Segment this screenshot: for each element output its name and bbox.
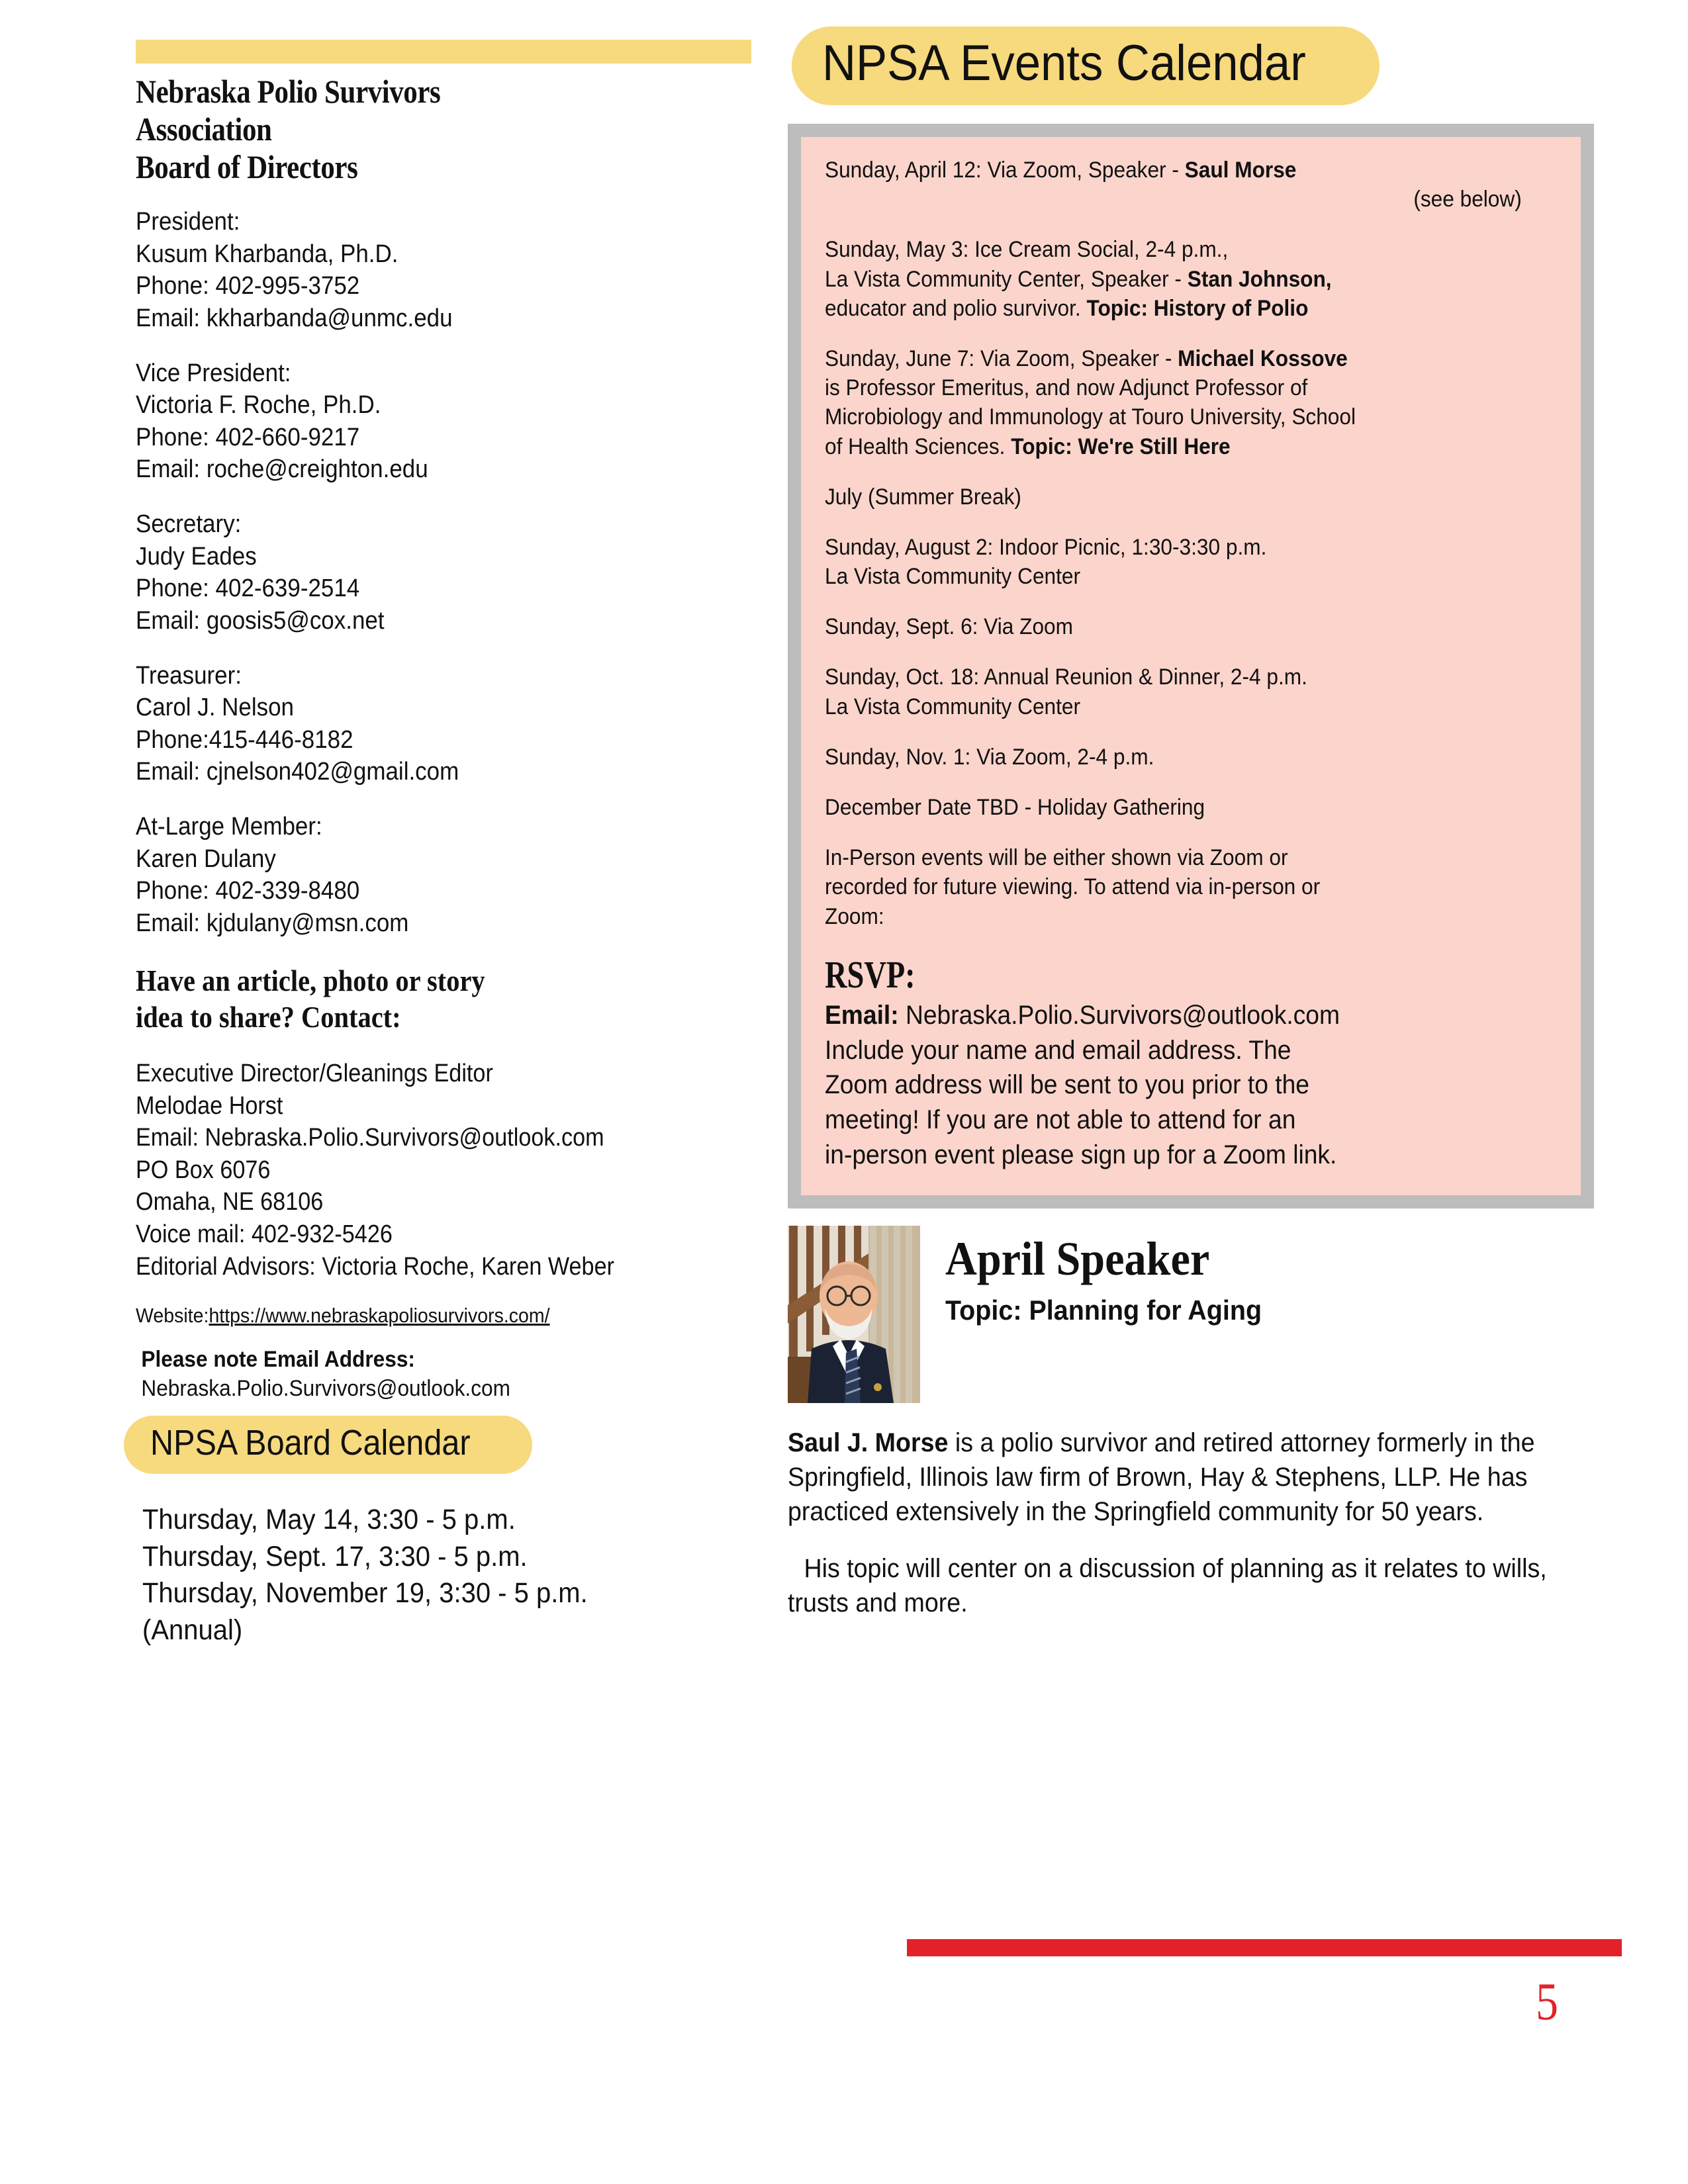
board-member bbox=[136, 206, 781, 335]
event-speaker-name: Michael Kossove bbox=[1178, 345, 1348, 371]
april-speaker-section bbox=[788, 1226, 1622, 1403]
board-member bbox=[136, 357, 781, 486]
event-text: educator and polio survivor. bbox=[825, 295, 1087, 321]
editor-email: Email: Nebraska.Polio.Survivors@outlook.com bbox=[136, 1124, 604, 1152]
board-member-role: Treasurer: bbox=[136, 661, 242, 690]
event-entry bbox=[825, 344, 1558, 461]
board-member-email: Email: roche@creighton.edu bbox=[136, 455, 428, 484]
website-line bbox=[136, 1304, 781, 1328]
events-calendar-panel bbox=[788, 124, 1594, 1208]
event-entry bbox=[825, 482, 1558, 512]
email-note-block bbox=[136, 1345, 788, 1403]
editor-voice-mail: Voice mail: 402-932-5426 bbox=[136, 1220, 393, 1248]
org-title-line-3: Board of Directors bbox=[136, 148, 358, 185]
event-text: Sunday, August 2: Indoor Picnic, 1:30-3:30 p.m. bbox=[825, 534, 1267, 560]
yellow-accent-bar bbox=[136, 40, 751, 64]
events-calendar-title: NPSA Events Calendar bbox=[822, 35, 1306, 91]
editor-title: Executive Director/Gleanings Editor bbox=[136, 1059, 493, 1087]
event-text: of Health Sciences. bbox=[825, 433, 1011, 459]
event-entry bbox=[825, 533, 1558, 591]
board-calendar-dates bbox=[142, 1502, 789, 1650]
board-member-phone: Phone: 402-639-2514 bbox=[136, 574, 360, 603]
email-note-address: Nebraska.Polio.Survivors@outlook.com bbox=[141, 1376, 510, 1402]
speaker-heading-block bbox=[920, 1226, 1282, 1403]
event-text: July (Summer Break) bbox=[825, 484, 1021, 510]
board-member-role: Secretary: bbox=[136, 510, 242, 538]
attendance-note-line: Zoom: bbox=[825, 903, 884, 929]
event-entry bbox=[825, 793, 1558, 822]
org-title-line-1: Nebraska Polio Survivors bbox=[136, 73, 441, 110]
event-text: Sunday, June 7: Via Zoom, Speaker - bbox=[825, 345, 1178, 371]
editorial-advisors: Editorial Advisors: Victoria Roche, Karen Weber bbox=[136, 1252, 614, 1281]
footer-red-rule bbox=[907, 1939, 1622, 1956]
event-text: Sunday, Sept. 6: Via Zoom bbox=[825, 614, 1073, 640]
event-text: December Date TBD - Holiday Gathering bbox=[825, 795, 1205, 820]
april-speaker-topic: Topic: Planning for Aging bbox=[945, 1294, 1262, 1326]
rsvp-line: in-person event please sign up for a Zoom link. bbox=[825, 1140, 1337, 1169]
board-member-phone: Phone: 402-995-3752 bbox=[136, 272, 360, 300]
board-of-directors-list bbox=[136, 206, 781, 940]
page-number: 5 bbox=[1536, 1973, 1558, 2031]
attendance-note bbox=[825, 843, 1558, 931]
speaker-bio-paragraph-2: His topic will center on a discussion of planning as it relates to wills, trusts and more. bbox=[788, 1553, 1547, 1617]
board-member-phone: Phone: 402-339-8480 bbox=[136, 877, 360, 905]
rsvp-line: Zoom address will be sent to you prior to the bbox=[825, 1070, 1309, 1100]
board-member-phone: Phone: 402-660-9217 bbox=[136, 423, 360, 451]
rsvp-line: meeting! If you are not able to attend for an bbox=[825, 1105, 1296, 1135]
editor-name: Melodae Horst bbox=[136, 1091, 283, 1120]
editor-city: Omaha, NE 68106 bbox=[136, 1188, 324, 1216]
speaker-bio-text: is a polio survivor and retired attorney formerly in the Springfield, Illinois law firm of Brown, Hay & Stephens, LLP. He has practiced extensively in the Springfield community for 50 years. bbox=[788, 1428, 1535, 1526]
event-entry bbox=[825, 235, 1558, 323]
speaker-portrait-photo bbox=[788, 1226, 920, 1403]
event-text: Microbiology and Immunology at Touro University, School bbox=[825, 404, 1356, 430]
editor-po-box: PO Box 6076 bbox=[136, 1156, 271, 1184]
speaker-bio-paragraph-1 bbox=[788, 1426, 1597, 1529]
rsvp-email-label: Email: bbox=[825, 1000, 899, 1030]
rsvp-email-line bbox=[825, 998, 1558, 1033]
events-calendar-banner bbox=[792, 26, 1380, 105]
board-calendar-date: Thursday, Sept. 17, 3:30 - 5 p.m. bbox=[142, 1540, 528, 1572]
board-member-email: Email: kjdulany@msn.com bbox=[136, 909, 409, 937]
board-member-name: Karen Dulany bbox=[136, 844, 276, 873]
organization-title bbox=[136, 73, 773, 186]
contact-heading-line-2: idea to share? Contact: bbox=[136, 999, 401, 1034]
event-note: (see below) bbox=[1413, 187, 1522, 212]
left-column bbox=[136, 40, 788, 1649]
board-member-phone: Phone:415-446-8182 bbox=[136, 725, 353, 754]
board-calendar-date: (Annual) bbox=[142, 1614, 243, 1647]
board-calendar-date: Thursday, May 14, 3:30 - 5 p.m. bbox=[142, 1503, 516, 1535]
attendance-note-line: recorded for future viewing. To attend via in-person or bbox=[825, 874, 1321, 900]
contact-heading-line-1: Have an article, photo or story bbox=[136, 963, 485, 997]
editor-contact-block bbox=[136, 1058, 785, 1283]
org-title-line-2: Association bbox=[136, 111, 272, 148]
event-speaker-name: Stan Johnson, bbox=[1187, 266, 1332, 292]
rsvp-email-address: Nebraska.Polio.Survivors@outlook.com bbox=[898, 1000, 1340, 1030]
board-member bbox=[136, 508, 781, 637]
event-entry bbox=[825, 612, 1558, 641]
board-calendar-date: Thursday, November 19, 3:30 - 5 p.m. bbox=[142, 1577, 588, 1610]
email-note-heading: Please note Email Address: bbox=[141, 1347, 415, 1373]
rsvp-line: Include your name and email address. The bbox=[825, 1035, 1291, 1065]
rsvp-heading: RSVP: bbox=[825, 952, 915, 996]
speaker-photo-illustration bbox=[788, 1226, 920, 1403]
event-text: Sunday, April 12: Via Zoom, Speaker - bbox=[825, 158, 1185, 183]
board-member-name: Kusum Kharbanda, Ph.D. bbox=[136, 240, 399, 268]
event-topic: Topic: We're Still Here bbox=[1011, 433, 1231, 459]
right-column bbox=[788, 26, 1622, 1620]
board-member-name: Carol J. Nelson bbox=[136, 694, 294, 722]
contact-invitation-heading bbox=[136, 962, 782, 1035]
event-line bbox=[825, 432, 1558, 461]
event-entry bbox=[825, 156, 1558, 214]
event-text: Sunday, Oct. 18: Annual Reunion & Dinner, 2-4 p.m. bbox=[825, 664, 1307, 690]
event-line bbox=[825, 344, 1558, 373]
event-text: Sunday, Nov. 1: Via Zoom, 2-4 p.m. bbox=[825, 744, 1154, 770]
board-member-name: Victoria F. Roche, Ph.D. bbox=[136, 391, 381, 420]
board-calendar-banner bbox=[124, 1416, 532, 1474]
board-member-name: Judy Eades bbox=[136, 542, 257, 570]
event-location: La Vista Community Center bbox=[825, 694, 1081, 719]
board-member-role: At-Large Member: bbox=[136, 813, 322, 841]
event-location: La Vista Community Center bbox=[825, 564, 1081, 590]
speaker-bio-name: Saul J. Morse bbox=[788, 1428, 949, 1457]
board-member-email: Email: cjnelson402@gmail.com bbox=[136, 758, 459, 786]
event-topic: Topic: History of Polio bbox=[1086, 295, 1309, 321]
board-member bbox=[136, 811, 781, 940]
rsvp-body bbox=[825, 998, 1558, 1173]
event-text: La Vista Community Center, Speaker - bbox=[825, 266, 1188, 292]
attendance-note-line: In-Person events will be either shown via Zoom or bbox=[825, 845, 1288, 871]
event-text: Sunday, May 3: Ice Cream Social, 2-4 p.m., bbox=[825, 237, 1229, 263]
april-speaker-heading: April Speaker bbox=[945, 1232, 1210, 1285]
board-member-email: Email: kkharbanda@unmc.edu bbox=[136, 304, 453, 332]
board-member-email: Email: goosis5@cox.net bbox=[136, 606, 385, 635]
board-member bbox=[136, 660, 781, 789]
event-entry bbox=[825, 743, 1558, 772]
board-calendar-title: NPSA Board Calendar bbox=[150, 1422, 471, 1463]
event-line bbox=[825, 265, 1558, 294]
event-speaker-name: Saul Morse bbox=[1184, 158, 1297, 183]
event-text: is Professor Emeritus, and now Adjunct Professor of bbox=[825, 375, 1308, 401]
event-entry bbox=[825, 662, 1558, 721]
website-link[interactable]: https://www.nebraskapoliosurvivors.com/ bbox=[209, 1304, 550, 1328]
board-member-role: Vice President: bbox=[136, 359, 291, 387]
event-line bbox=[825, 294, 1558, 323]
website-label: Website: bbox=[136, 1304, 209, 1328]
board-member-role: President: bbox=[136, 208, 240, 236]
